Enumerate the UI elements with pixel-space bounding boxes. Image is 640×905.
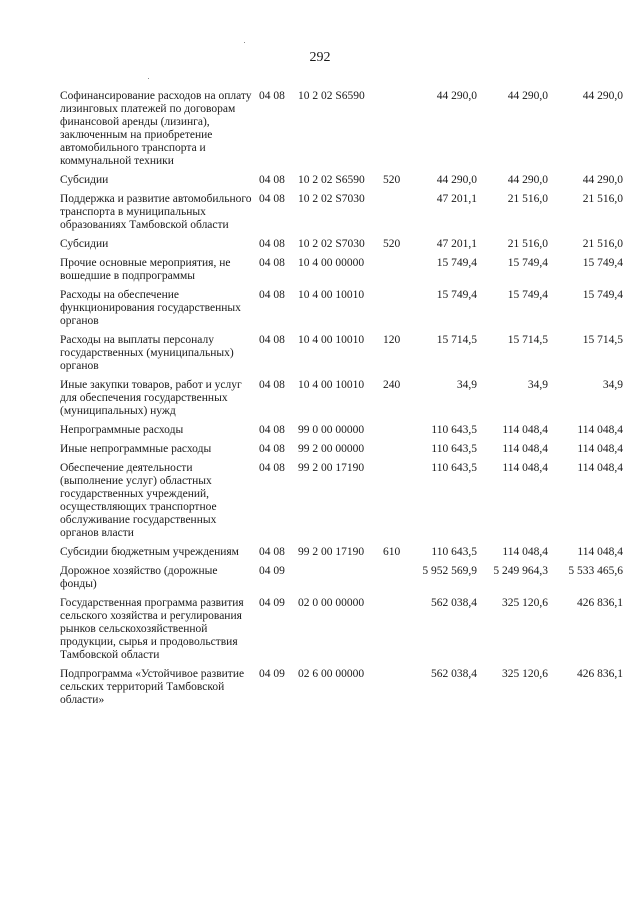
row-section-code: 04 08 bbox=[259, 257, 285, 269]
row-target-code: 10 2 02 S7030 bbox=[298, 193, 365, 205]
row-amount-1: 562 038,4 bbox=[431, 668, 477, 680]
table-row bbox=[0, 257, 640, 283]
row-section-code: 04 08 bbox=[259, 379, 285, 391]
row-amount-3: 21 516,0 bbox=[582, 238, 623, 250]
row-name: Иные закупки товаров, работ и услуг для обеспечения государственных (муниципальных) нужд bbox=[60, 379, 242, 417]
table-row bbox=[0, 546, 640, 559]
row-target-code: 99 2 00 17190 bbox=[298, 462, 365, 474]
row-section-code: 04 08 bbox=[259, 238, 285, 250]
row-amount-3: 15 714,5 bbox=[582, 334, 623, 346]
row-section-code: 04 08 bbox=[259, 90, 285, 102]
row-amount-3: 426 836,1 bbox=[577, 597, 623, 609]
row-section-code: 04 08 bbox=[259, 334, 285, 346]
row-name: Государственная программа развития сельского хозяйства и регулирования рынков сельскохозяйственной продукции, сырья и продовольствия Тамбовской области bbox=[60, 597, 244, 661]
row-name: Субсидии bbox=[60, 238, 109, 250]
row-amount-1: 15 749,4 bbox=[436, 257, 477, 269]
row-expense-type: 240 bbox=[383, 379, 401, 391]
row-amount-3: 44 290,0 bbox=[582, 174, 623, 186]
row-name: Непрограммные расходы bbox=[60, 424, 184, 436]
table-row bbox=[0, 668, 640, 707]
table-row bbox=[0, 565, 640, 591]
row-section-code: 04 08 bbox=[259, 443, 285, 455]
row-name: Подпрограмма «Устойчивое развитие сельских территорий Тамбовской области» bbox=[60, 668, 245, 706]
row-expense-type: 120 bbox=[383, 334, 401, 346]
row-section-code: 04 09 bbox=[259, 597, 285, 609]
row-amount-2: 15 749,4 bbox=[507, 257, 548, 269]
row-name: Субсидии bbox=[60, 174, 109, 186]
row-amount-2: 21 516,0 bbox=[507, 238, 548, 250]
row-amount-2: 34,9 bbox=[527, 379, 548, 391]
table-row bbox=[0, 424, 640, 437]
row-section-code: 04 09 bbox=[259, 565, 285, 577]
row-amount-3: 114 048,4 bbox=[577, 462, 623, 474]
row-section-code: 04 08 bbox=[259, 193, 285, 205]
table-row bbox=[0, 443, 640, 456]
row-name: Иные непрограммные расходы bbox=[60, 443, 212, 455]
row-amount-2: 325 120,6 bbox=[502, 597, 548, 609]
row-name: Субсидии бюджетным учреждениям bbox=[60, 546, 239, 558]
row-target-code: 99 2 00 00000 bbox=[298, 443, 365, 455]
table-row bbox=[0, 90, 640, 168]
row-section-code: 04 08 bbox=[259, 546, 285, 558]
table-row bbox=[0, 238, 640, 251]
row-target-code: 10 4 00 10010 bbox=[298, 289, 365, 301]
row-amount-1: 15 714,5 bbox=[436, 334, 477, 346]
table-row bbox=[0, 289, 640, 328]
row-expense-type: 520 bbox=[383, 238, 401, 250]
row-amount-2: 44 290,0 bbox=[507, 174, 548, 186]
row-amount-3: 114 048,4 bbox=[577, 424, 623, 436]
row-target-code: 10 2 02 S6590 bbox=[298, 174, 365, 186]
row-amount-2: 114 048,4 bbox=[502, 424, 548, 436]
row-section-code: 04 08 bbox=[259, 462, 285, 474]
row-target-code: 10 4 00 10010 bbox=[298, 334, 365, 346]
row-amount-3: 15 749,4 bbox=[582, 257, 623, 269]
row-amount-1: 562 038,4 bbox=[431, 597, 477, 609]
row-amount-2: 15 714,5 bbox=[507, 334, 548, 346]
row-amount-2: 114 048,4 bbox=[502, 546, 548, 558]
table-row bbox=[0, 193, 640, 232]
row-amount-2: 114 048,4 bbox=[502, 443, 548, 455]
row-amount-3: 44 290,0 bbox=[582, 90, 623, 102]
table-row bbox=[0, 174, 640, 187]
row-amount-2: 15 749,4 bbox=[507, 289, 548, 301]
row-amount-2: 44 290,0 bbox=[507, 90, 548, 102]
row-amount-3: 34,9 bbox=[602, 379, 623, 391]
row-target-code: 99 0 00 00000 bbox=[298, 424, 365, 436]
row-amount-2: 21 516,0 bbox=[507, 193, 548, 205]
row-section-code: 04 09 bbox=[259, 668, 285, 680]
row-section-code: 04 08 bbox=[259, 424, 285, 436]
row-name: Софинансирование расходов на оплату лизинговых платежей по договорам финансовой аренды (лизинга), заключенным на приобретение автомобильного транспорта и коммунальной техники bbox=[60, 90, 252, 167]
row-amount-3: 114 048,4 bbox=[577, 443, 623, 455]
row-amount-2: 5 249 964,3 bbox=[493, 565, 548, 577]
row-expense-type: 520 bbox=[383, 174, 401, 186]
row-amount-3: 114 048,4 bbox=[577, 546, 623, 558]
row-amount-3: 15 749,4 bbox=[582, 289, 623, 301]
row-name: Поддержка и развитие автомобильного транспорта в муниципальных образованиях Тамбовской области bbox=[60, 193, 252, 231]
page-number: 292 bbox=[309, 50, 331, 65]
row-section-code: 04 08 bbox=[259, 174, 285, 186]
row-amount-1: 44 290,0 bbox=[436, 174, 477, 186]
row-name: Обеспечение деятельности (выполнение услуг) областных государственных учреждений, осуществляющих транспортное обслуживание государственных органов власти bbox=[60, 462, 217, 539]
row-target-code: 02 6 00 00000 bbox=[298, 668, 365, 680]
row-amount-3: 426 836,1 bbox=[577, 668, 623, 680]
row-amount-1: 110 643,5 bbox=[431, 462, 477, 474]
row-amount-1: 15 749,4 bbox=[436, 289, 477, 301]
budget-table bbox=[0, 90, 640, 713]
row-target-code: 10 4 00 00000 bbox=[298, 257, 365, 269]
row-amount-1: 44 290,0 bbox=[436, 90, 477, 102]
row-expense-type: 610 bbox=[383, 546, 401, 558]
row-amount-1: 34,9 bbox=[456, 379, 477, 391]
row-target-code: 10 2 02 S6590 bbox=[298, 90, 365, 102]
row-amount-1: 110 643,5 bbox=[431, 424, 477, 436]
row-name: Расходы на выплаты персоналу государственных (муниципальных) органов bbox=[60, 334, 234, 372]
row-name: Дорожное хозяйство (дорожные фонды) bbox=[60, 565, 218, 590]
row-name: Расходы на обеспечение функционирования государственных органов bbox=[60, 289, 241, 327]
row-amount-3: 5 533 465,6 bbox=[568, 565, 623, 577]
row-amount-1: 110 643,5 bbox=[431, 546, 477, 558]
scan-speck bbox=[148, 78, 149, 79]
row-amount-3: 21 516,0 bbox=[582, 193, 623, 205]
row-name: Прочие основные мероприятия, не вошедшие в подпрограммы bbox=[60, 257, 231, 282]
row-target-code: 02 0 00 00000 bbox=[298, 597, 365, 609]
table-row bbox=[0, 597, 640, 662]
row-amount-1: 5 952 569,9 bbox=[422, 565, 477, 577]
row-section-code: 04 08 bbox=[259, 289, 285, 301]
scan-speck bbox=[244, 42, 245, 43]
row-target-code: 99 2 00 17190 bbox=[298, 546, 365, 558]
row-amount-2: 325 120,6 bbox=[502, 668, 548, 680]
row-amount-1: 110 643,5 bbox=[431, 443, 477, 455]
row-target-code: 10 2 02 S7030 bbox=[298, 238, 365, 250]
row-target-code: 10 4 00 10010 bbox=[298, 379, 365, 391]
row-amount-1: 47 201,1 bbox=[436, 238, 477, 250]
row-amount-1: 47 201,1 bbox=[436, 193, 477, 205]
table-row bbox=[0, 334, 640, 373]
table-row bbox=[0, 462, 640, 540]
table-row bbox=[0, 379, 640, 418]
row-amount-2: 114 048,4 bbox=[502, 462, 548, 474]
